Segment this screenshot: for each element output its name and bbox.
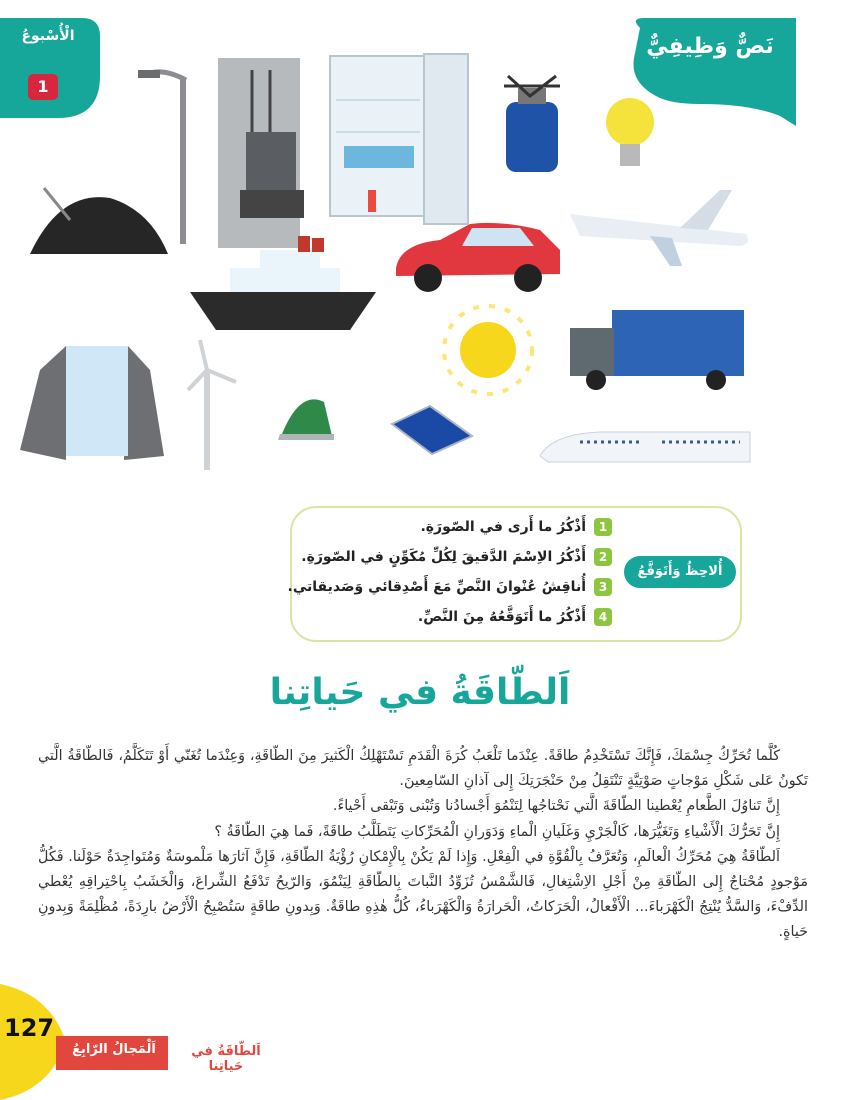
sun-icon [444, 306, 532, 394]
light-bulb-icon [606, 98, 654, 166]
section-tag: نَصٌّ وَظِيفِيٌّ [646, 34, 774, 59]
observe-item-text: أُناقِشُ عُنْوانَ النَّصِّ مَعَ أَصْدِقائي وَصَديقاتي. [287, 579, 586, 595]
observe-label: أُلاحِظُ وَأَتَوَقَّعُ [624, 556, 736, 588]
iron-icon [278, 399, 334, 440]
unit-label: اَلْمَجالُ الرّابِعُ [72, 1042, 156, 1057]
observe-item [288, 578, 612, 596]
solar-panel-icon [392, 406, 472, 454]
paragraph: إِنَّ تَحَرُّكَ الْأَشْياءِ وَتَغَيُّرَها، كَالْجَرْيِ وَغَلَيانِ الْماءِ وَدَوَرانِ الْمُحَرِّكاتِ يَتَطَلَّبُ طاقَةً، فَما هِيَ الطّاقَةُ ؟ [214, 823, 780, 840]
page-title: اَلطّاقَةُ في حَياتِنا [269, 672, 571, 713]
observe-item-number: 1 [594, 518, 612, 536]
week-label: الْأُسْبوعُ [21, 28, 75, 44]
ship-icon [190, 236, 376, 330]
week-number: 1 [28, 74, 58, 100]
observe-item [420, 518, 612, 536]
waterfall-icon [20, 346, 164, 460]
observe-item-text: أَذْكُرُ الاِسْمَ الدَّقيقَ لِكُلِّ مُكَوِّنٍ في الصّورَةِ. [301, 549, 586, 565]
car-icon [396, 223, 560, 292]
wind-turbine-icon [188, 340, 236, 470]
observe-item-number: 4 [594, 608, 612, 626]
observe-item [301, 548, 612, 566]
observe-item [418, 608, 612, 626]
gas-burner-icon [504, 76, 560, 172]
transformer-icon [218, 58, 304, 248]
footer-lesson-title: اَلطّاقَةُ في حَياتِنا [191, 1044, 261, 1074]
train-icon [540, 432, 750, 462]
illustration-area [0, 40, 844, 480]
coal-pile-icon [30, 188, 168, 254]
refrigerator-icon [330, 54, 468, 224]
observe-item-text: أَذْكُرُ ما أَتَوَقَّعُهُ مِنَ النَّصِّ. [417, 609, 586, 625]
reading-text [38, 744, 808, 946]
airplane-icon [570, 190, 748, 266]
paragraph: إِنَّ تَناوُلَ الطَّعامِ يُعْطينا الطّاقَةَ الَّتي نَحْتاجُها لِتَنْمُوَ أَجْسادُنا وَتُبْنى وَتَبْقى أَحْياءً. [332, 798, 780, 815]
observe-item-number: 2 [594, 548, 612, 566]
page-number: 127 [4, 1014, 55, 1042]
observe-item-number: 3 [594, 578, 612, 596]
observe-item-text: أَذْكُرُ ما أَرى في الصّورَةِ. [420, 519, 586, 535]
paragraph: اَلطّاقَةُ هِيَ مُحَرِّكُ الْعالَمِ، وَتُعَرَّفُ بِالْقُوَّةِ في الْفِعْلِ. وَإِذا لَمْ يَكُنْ بِالْإِمْكانِ رُؤْيَةُ الطّاقَةِ، فَإِنَّ آثارَها مَلْموسَةٌ وَمُتَواجِدَةٌ حَوْلَنا. فَكُلُّ مَوْجودٍ مُحْتاجٌ إِلى الطّاقَةِ مِنْ أَجْلِ الاِشْتِغالِ، فَالشَّمْسُ تُزَوِّدُ النَّباتَ بِالطّاقَةِ لِيَنْمُوَ، وَالرّيحُ تَدْفَعُ الشِّراعَ، وَالْخَشَبُ بِاحْتِراقِهِ يُعْطي الدِّفْءَ، وَالسَّدُّ يُنْتِجُ الْكَهْرَباءَ... الْأَفْعالُ، الْحَرَكاتُ، الْحَرارَةُ وَالْكَهْرَباءُ، كُلُّ هٰذِهِ طاقَةٌ. وَبِدونِ طاقَةٍ سَتُصْبِحُ الْأَرْضُ بارِدَةً، مُظْلِمَةً وَبِدونِ حَياةٍ. [38, 848, 808, 941]
paragraph: كُلَّما تُحَرِّكُ جِسْمَكَ، فَإِنَّكَ تَسْتَخْدِمُ طاقَةً. عِنْدَما تَلْعَبُ كُرَةَ الْقَدَمِ تَسْتَهْلِكُ الْكَثيرَ مِنَ الطّاقَةِ، وَعِنْدَما تُغَنّي أَوْ تَتَكَلَّمُ، فَالطّاقَةُ الَّتي تَكونُ عَلى شَكْلِ مَوْجاتٍ صَوْتِيَّةٍ تَنْتَقِلُ مِنْ حَنْجَرَتِكَ إِلى آذانِ السّامِعينَ. [38, 748, 808, 790]
street-lamp-icon [138, 70, 186, 244]
truck-icon [570, 310, 744, 390]
